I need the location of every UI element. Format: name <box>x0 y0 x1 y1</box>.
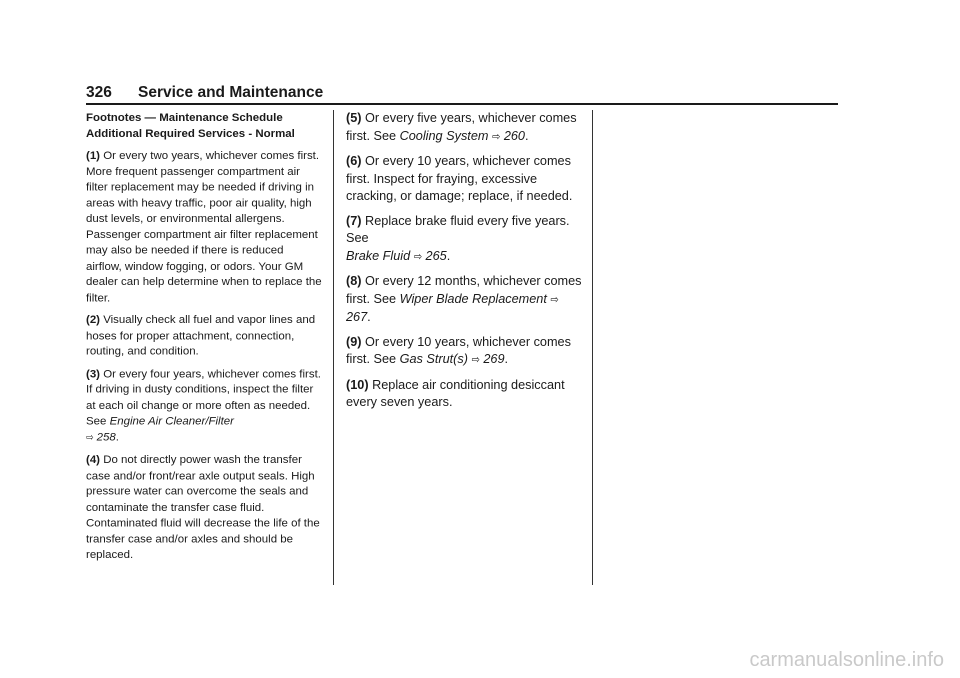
footnote-number: (10) <box>346 377 369 392</box>
footnote-text: Or every two years, whichever comes first. More frequent passenger compartment air filter replacement may be needed if driving in areas with heavy traffic, poor air quality, high dust levels, or environmental allergens. Passenger compartment air filter replacement may also be needed if there is reduced airflow, window fogging, or odors. Your GM dealer can help determine when to replace the filter. <box>86 148 322 304</box>
cross-reference-link[interactable]: Brake Fluid <box>346 248 411 263</box>
footnote-number: (7) <box>346 213 362 228</box>
text-column-left <box>86 110 322 569</box>
sentence-end: . <box>446 248 451 263</box>
footnote-10 <box>346 377 582 412</box>
footnote-text: Do not directly power wash the transfer case and/or front/rear axle output seals. High pressure water can overcome the seals and contaminate the transfer case fluid. Contaminated fluid will decrease the life of the transfer case and/or axles and should be replaced. <box>86 453 320 561</box>
page-number: 326 <box>86 84 112 101</box>
footnote-2 <box>86 312 322 359</box>
footnote-text: Or every four years, whichever comes first. If driving in dusty conditions, inspect the filter at each oil change or more often as needed. See <box>86 366 321 427</box>
footnotes-heading <box>86 110 322 142</box>
footnote-text: Replace brake fluid every five years. See <box>346 213 570 245</box>
page-reference-icon: ⇨ <box>491 130 501 143</box>
footnote-9 <box>346 334 582 370</box>
footnote-number: (6) <box>346 154 362 168</box>
cross-reference-link[interactable]: Wiper Blade Replacement <box>399 291 547 306</box>
footnote-text: Or every five years, whichever comes first. See <box>346 111 577 143</box>
cross-reference-link[interactable]: Cooling System <box>399 128 489 143</box>
sentence-end: . <box>504 352 509 366</box>
footnote-number: (3) <box>86 366 101 380</box>
footnote-number: (1) <box>86 148 101 162</box>
footnote-number: (4) <box>86 453 101 466</box>
page-reference-number[interactable]: 265 <box>425 248 447 263</box>
footnote-text: Or every 10 years, whichever comes first. See <box>346 334 571 366</box>
footnote-number: (5) <box>346 111 362 125</box>
section-title: Service and Maintenance <box>138 84 324 101</box>
page-reference-number[interactable]: 258 <box>96 430 116 443</box>
footnote-text: Or every 10 years, whichever comes first. Inspect for fraying, excessive cracking, or damage; replace, if needed. <box>346 154 573 203</box>
sentence-end: . <box>524 128 529 143</box>
sentence-end: . <box>367 310 371 324</box>
column-divider-right <box>592 110 593 585</box>
sentence-end: . <box>115 430 119 443</box>
text-column-middle <box>346 110 582 419</box>
watermark-text: carmanualsonline.info <box>749 649 944 671</box>
footnote-number: (8) <box>346 274 362 288</box>
page-reference-number[interactable]: 260 <box>503 128 525 143</box>
cross-reference-link[interactable]: Gas Strut(s) <box>399 352 468 366</box>
page-reference-number[interactable]: 267 <box>346 310 368 324</box>
footnote-text: Replace air conditioning desiccant every seven years. <box>346 377 565 409</box>
page-reference-icon: ⇨ <box>550 293 559 306</box>
footnote-1 <box>86 148 322 306</box>
page-reference-icon: ⇨ <box>86 431 94 443</box>
header-divider <box>86 103 838 105</box>
column-divider-left <box>333 110 334 585</box>
footnote-number: (9) <box>346 334 362 349</box>
page-header <box>86 84 838 104</box>
footnote-5 <box>346 110 582 146</box>
page-reference-icon: ⇨ <box>471 354 480 366</box>
page-reference-icon: ⇨ <box>413 250 422 263</box>
page-reference-number[interactable]: 269 <box>483 352 505 366</box>
footnote-4 <box>86 452 322 563</box>
footnote-7 <box>346 213 582 267</box>
footnote-3 <box>86 366 322 446</box>
footnote-text: Visually check all fuel and vapor lines and hoses for proper attachment, connection, routing, and condition. <box>86 313 316 358</box>
footnote-8 <box>346 273 582 327</box>
footnote-6 <box>346 153 582 206</box>
footnotes-heading-line1: Footnotes — Maintenance Schedule <box>86 110 283 124</box>
cross-reference-link[interactable]: Engine Air Cleaner/Filter <box>109 414 234 427</box>
footnote-number: (2) <box>86 313 101 326</box>
footnote-text: Or every 12 months, whichever comes first. See <box>346 274 582 306</box>
footnotes-heading-line2: Additional Required Services - Normal <box>86 126 295 140</box>
